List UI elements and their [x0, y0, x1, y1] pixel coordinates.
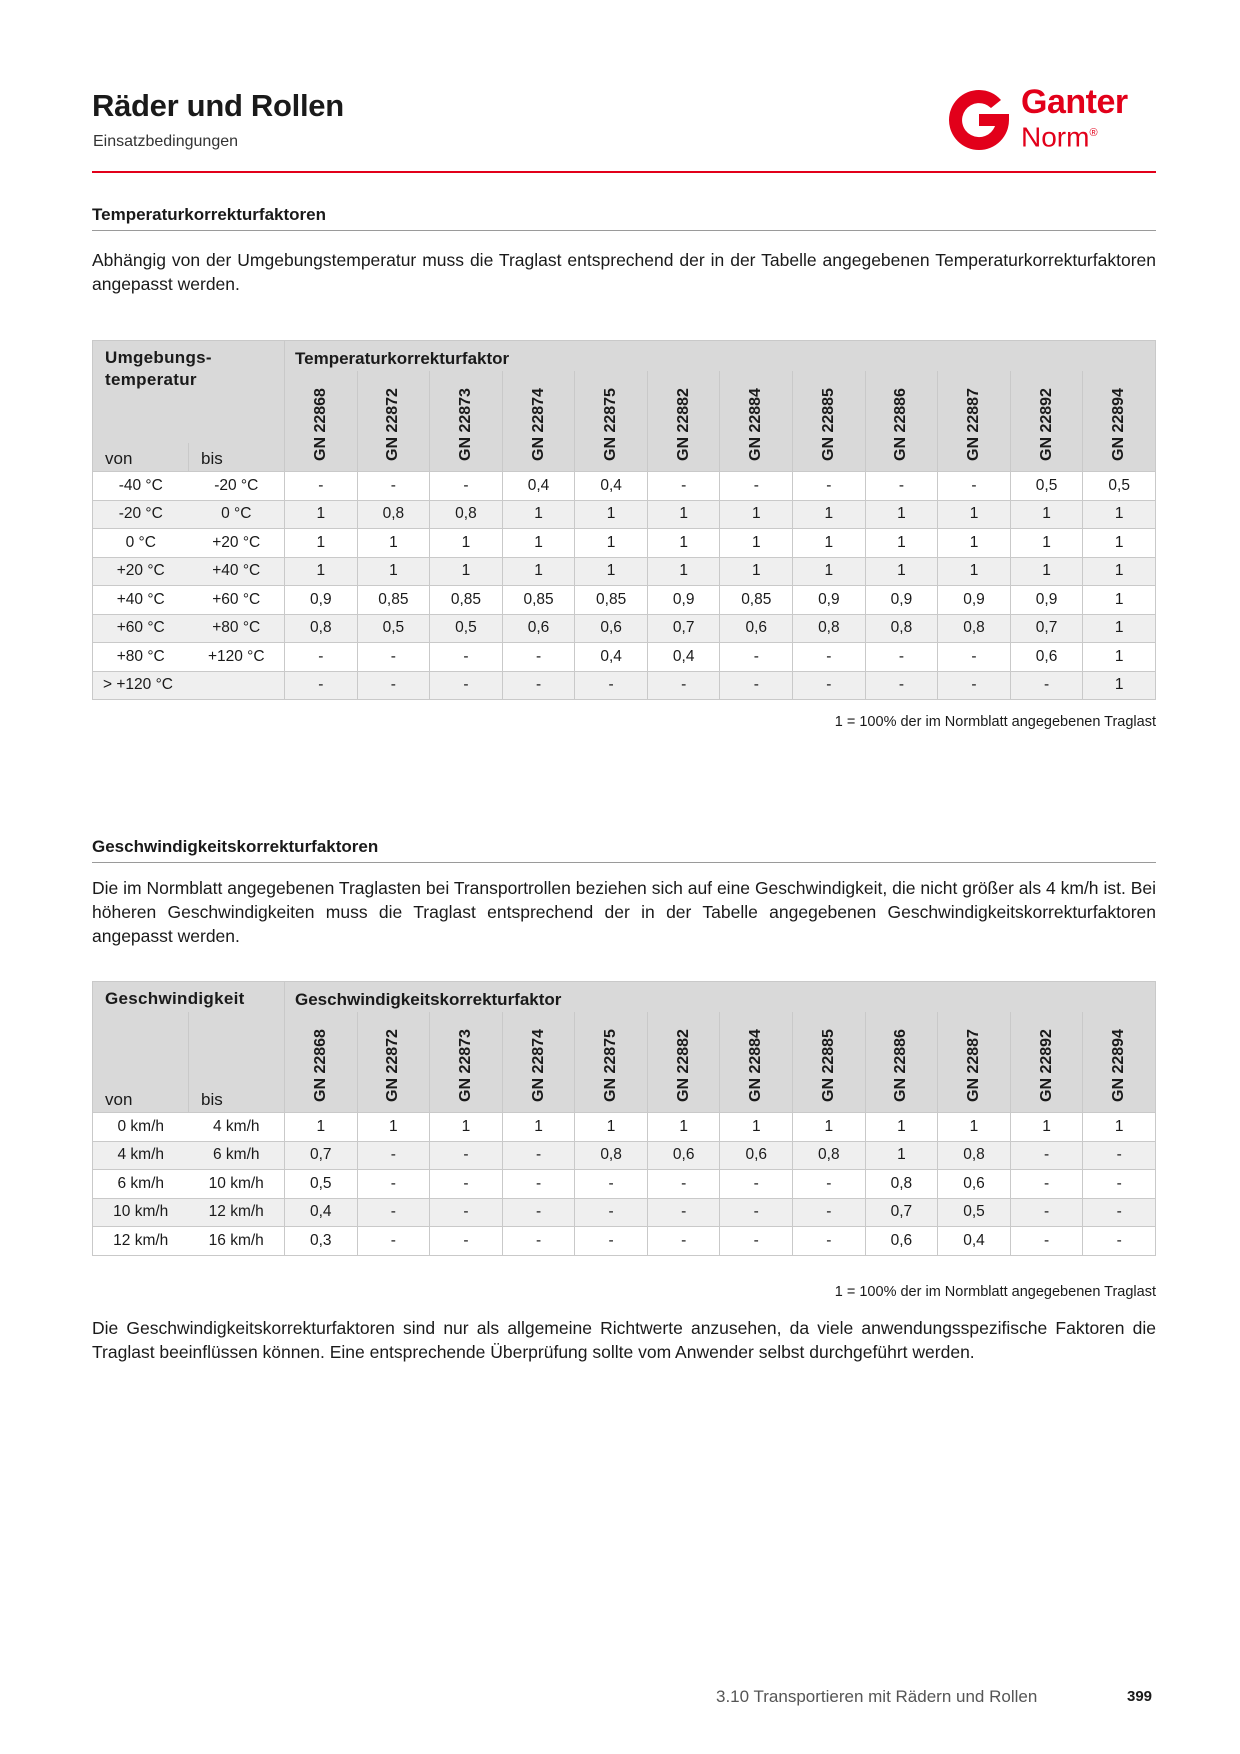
factor-cell: 1 — [575, 500, 648, 529]
factor-cell: - — [357, 1227, 430, 1256]
factor-cell: - — [357, 671, 430, 700]
factor-cell: - — [647, 671, 720, 700]
factor-cell: - — [1010, 671, 1083, 700]
footer-section: 3.10 Transportieren mit Rädern und Rollen — [716, 1687, 1038, 1706]
factor-cell: 0,3 — [285, 1227, 358, 1256]
column-header-label: GN 22872 — [384, 1029, 402, 1102]
table-row — [93, 1227, 1156, 1256]
column-header-label: GN 22872 — [384, 388, 402, 461]
factor-cell: - — [1010, 1227, 1083, 1256]
range-to: +40 °C — [189, 557, 285, 586]
factor-cell: - — [793, 1198, 866, 1227]
factor-cell: 0,85 — [720, 586, 793, 615]
factor-cell: 0,4 — [285, 1198, 358, 1227]
table-row — [93, 671, 1156, 700]
column-header — [793, 1012, 866, 1113]
speed-closing: Die Geschwindigkeitskorrekturfaktoren sind nur als allgemeine Richtwerte anzusehen, da viele anwendungsspezifische Faktoren die Traglast beeinflüssen können. Eine entsprechende Überprüfung sollte vom Anwender selbst durchgeführt werden. — [92, 1318, 1156, 1362]
factor-cell: 0,8 — [865, 1170, 938, 1199]
factor-cell: - — [430, 1141, 503, 1170]
table-row — [93, 643, 1156, 672]
factor-cell: 0,8 — [357, 500, 430, 529]
factor-cell: 1 — [285, 1113, 358, 1142]
table-row — [93, 1170, 1156, 1199]
factor-cell: - — [357, 643, 430, 672]
factor-cell: - — [502, 643, 575, 672]
column-header-label: GN 22874 — [529, 388, 547, 461]
temp-intro: Abhängig von der Umgebungstemperatur muss die Traglast entsprechend der in der Tabelle angegebenen Temperaturkorrekturfaktoren angepasst werden. — [92, 250, 1156, 294]
factor-cell: 0,7 — [1010, 614, 1083, 643]
logo-line1: Ganter — [1021, 83, 1128, 121]
group-label: Temperaturkorrekturfaktor — [285, 341, 1156, 372]
factor-cell: 1 — [865, 1113, 938, 1142]
column-header-label: GN 22875 — [602, 388, 620, 461]
factor-cell: - — [865, 472, 938, 501]
factor-cell: - — [647, 472, 720, 501]
factor-cell: 0,9 — [647, 586, 720, 615]
factor-cell: - — [502, 671, 575, 700]
factor-cell: 0,9 — [865, 586, 938, 615]
factor-cell: - — [430, 1170, 503, 1199]
range-to: 10 km/h — [189, 1170, 285, 1199]
factor-cell: 1 — [575, 529, 648, 558]
factor-cell: 0,6 — [575, 614, 648, 643]
page-title: Räder und Rollen — [92, 88, 344, 123]
factor-cell: 1 — [502, 500, 575, 529]
factor-cell: 1 — [285, 529, 358, 558]
factor-cell: 0,85 — [575, 586, 648, 615]
speed-intro: Die im Normblatt angegebenen Traglasten bei Transportrollen beziehen sich auf eine Geschwindigkeit, die nicht größer als 4 km/h ist. Bei höheren Geschwindigkeiten muss die Traglast entsprechend der in der Tabelle angegebenen Geschwindigkeitskorrekturfaktoren angepasst werden. — [92, 878, 1156, 946]
factor-cell: 0,85 — [502, 586, 575, 615]
factor-cell: - — [1010, 1198, 1083, 1227]
factor-cell: 1 — [720, 557, 793, 586]
column-header — [285, 371, 358, 472]
factor-cell: - — [430, 472, 503, 501]
factor-cell: - — [865, 671, 938, 700]
range-from: +40 °C — [93, 586, 189, 615]
to-label: bis — [189, 443, 285, 472]
factor-cell: 0,7 — [865, 1198, 938, 1227]
range-from: +60 °C — [93, 614, 189, 643]
factor-cell: 0,85 — [430, 586, 503, 615]
factor-cell: 0,9 — [938, 586, 1011, 615]
factor-cell: 0,4 — [647, 643, 720, 672]
factor-cell: 0,4 — [575, 472, 648, 501]
factor-cell: 1 — [865, 500, 938, 529]
factor-cell: 1 — [938, 557, 1011, 586]
factor-cell: 1 — [1010, 500, 1083, 529]
factor-cell: - — [430, 1198, 503, 1227]
factor-cell: - — [285, 472, 358, 501]
table-row — [93, 586, 1156, 615]
factor-cell: - — [1083, 1198, 1156, 1227]
factor-cell: - — [647, 1227, 720, 1256]
factor-cell: 0,6 — [502, 614, 575, 643]
factor-cell: 0,5 — [938, 1198, 1011, 1227]
factor-cell: 0,6 — [647, 1141, 720, 1170]
range-from: 0 °C — [93, 529, 189, 558]
factor-cell: 1 — [357, 557, 430, 586]
range-to: 16 km/h — [189, 1227, 285, 1256]
column-header-label: GN 22873 — [456, 388, 474, 461]
factor-cell: 1 — [430, 557, 503, 586]
speed-rows — [93, 1113, 1156, 1256]
factor-cell: - — [720, 1227, 793, 1256]
column-header — [1083, 1012, 1156, 1113]
factor-cell: - — [285, 643, 358, 672]
factor-cell: 1 — [357, 529, 430, 558]
column-header — [502, 371, 575, 472]
factor-cell: 1 — [720, 1113, 793, 1142]
factor-cell: - — [865, 643, 938, 672]
factor-cell: 1 — [502, 529, 575, 558]
factor-cell: - — [793, 472, 866, 501]
factor-cell: 1 — [285, 557, 358, 586]
table-row — [93, 614, 1156, 643]
page-number: 399 — [1127, 1688, 1153, 1705]
factor-cell: 0,8 — [430, 500, 503, 529]
column-header-label: GN 22884 — [747, 1029, 765, 1102]
factor-cell: 1 — [1083, 643, 1156, 672]
factor-cell: 1 — [720, 529, 793, 558]
factor-cell: 0,5 — [285, 1170, 358, 1199]
factor-cell: - — [357, 1198, 430, 1227]
column-header — [357, 1012, 430, 1113]
factor-cell: 1 — [285, 500, 358, 529]
temp-heading: Temperaturkorrekturfaktoren — [92, 205, 1156, 231]
factor-cell: 1 — [647, 557, 720, 586]
range-to: +80 °C — [189, 614, 285, 643]
column-header — [720, 1012, 793, 1113]
factor-cell: - — [285, 671, 358, 700]
speed-table — [92, 981, 1156, 1256]
factor-cell: 0,6 — [865, 1227, 938, 1256]
table-row — [93, 529, 1156, 558]
factor-cell: - — [1010, 1170, 1083, 1199]
factor-cell: 1 — [865, 1141, 938, 1170]
column-header — [865, 1012, 938, 1113]
factor-cell: 1 — [938, 500, 1011, 529]
factor-cell: 1 — [1083, 500, 1156, 529]
range-to: 0 °C — [189, 500, 285, 529]
factor-cell: 0,9 — [793, 586, 866, 615]
column-header-label: GN 22887 — [965, 388, 982, 461]
range-from: 12 km/h — [93, 1227, 189, 1256]
speed-heading: Geschwindigkeitskorrekturfaktoren — [92, 837, 1156, 863]
column-header-label: GN 22882 — [674, 1029, 692, 1102]
column-header-label: GN 22892 — [1037, 388, 1055, 461]
factor-cell: - — [720, 472, 793, 501]
factor-cell: - — [357, 1141, 430, 1170]
factor-cell: 0,5 — [357, 614, 430, 643]
factor-cell: - — [575, 1198, 648, 1227]
factor-cell: 1 — [647, 1113, 720, 1142]
factor-cell: - — [793, 1227, 866, 1256]
column-header-label: GN 22875 — [602, 1029, 620, 1102]
column-header-label: GN 22886 — [892, 388, 910, 461]
factor-cell: - — [575, 671, 648, 700]
factor-cell: - — [575, 1170, 648, 1199]
factor-cell: 0,6 — [938, 1170, 1011, 1199]
table-row — [93, 1113, 1156, 1142]
factor-cell: - — [502, 1198, 575, 1227]
factor-cell: 1 — [502, 557, 575, 586]
factor-cell: 1 — [502, 1113, 575, 1142]
table-row — [93, 557, 1156, 586]
temperature-table — [92, 340, 1156, 700]
factor-cell: - — [938, 671, 1011, 700]
range-from: +20 °C — [93, 557, 189, 586]
factor-cell: - — [430, 671, 503, 700]
factor-cell: 0,8 — [938, 1141, 1011, 1170]
factor-cell: - — [938, 643, 1011, 672]
factor-cell: 0,8 — [793, 1141, 866, 1170]
column-header-label: GN 22894 — [1110, 1029, 1128, 1102]
column-header-label: GN 22882 — [674, 388, 692, 461]
range-from: -20 °C — [93, 500, 189, 529]
column-header — [430, 371, 503, 472]
factor-cell: 0,6 — [1010, 643, 1083, 672]
ganter-g-icon — [945, 86, 1013, 154]
column-header-label: GN 22874 — [529, 1029, 547, 1102]
factor-cell: 0,8 — [793, 614, 866, 643]
table-row — [93, 1141, 1156, 1170]
factor-cell: 1 — [1083, 586, 1156, 615]
column-header-label: GN 22884 — [747, 388, 765, 461]
speed-note: 1 = 100% der im Normblatt angegebenen Traglast — [834, 1284, 1156, 1300]
column-header — [1083, 371, 1156, 472]
temp-note: 1 = 100% der im Normblatt angegebenen Traglast — [834, 714, 1156, 730]
table-row — [93, 472, 1156, 501]
column-header — [938, 1012, 1011, 1113]
factor-cell: 0,4 — [502, 472, 575, 501]
column-header — [357, 371, 430, 472]
factor-cell: - — [793, 671, 866, 700]
factor-cell: - — [502, 1170, 575, 1199]
factor-cell: - — [647, 1198, 720, 1227]
factor-cell: 1 — [1010, 1113, 1083, 1142]
factor-cell: - — [575, 1227, 648, 1256]
factor-cell: 0,5 — [430, 614, 503, 643]
factor-cell: - — [1083, 1141, 1156, 1170]
column-header — [285, 1012, 358, 1113]
factor-cell: 1 — [1083, 1113, 1156, 1142]
header-rule — [92, 171, 1156, 173]
factor-cell: - — [793, 643, 866, 672]
column-header-label: GN 22894 — [1110, 388, 1128, 461]
group-label: Geschwindigkeitskorrekturfaktor — [285, 982, 1156, 1013]
column-header — [1010, 371, 1083, 472]
range-from: 10 km/h — [93, 1198, 189, 1227]
column-header — [793, 371, 866, 472]
factor-cell: 1 — [1010, 557, 1083, 586]
range-from: -40 °C — [93, 472, 189, 501]
factor-cell: - — [502, 1227, 575, 1256]
factor-cell: - — [430, 643, 503, 672]
factor-cell: 0,6 — [720, 614, 793, 643]
column-header — [938, 371, 1011, 472]
range-to: +20 °C — [189, 529, 285, 558]
factor-cell: - — [1010, 1141, 1083, 1170]
factor-cell: 1 — [793, 500, 866, 529]
factor-cell: 0,6 — [720, 1141, 793, 1170]
factor-cell: - — [938, 472, 1011, 501]
column-header — [647, 1012, 720, 1113]
factor-cell: 1 — [1083, 671, 1156, 700]
column-header — [647, 371, 720, 472]
factor-cell: 1 — [357, 1113, 430, 1142]
factor-cell: 1 — [430, 1113, 503, 1142]
column-header-label: GN 22868 — [311, 388, 329, 461]
range-from: 4 km/h — [93, 1141, 189, 1170]
ganter-norm-logo — [945, 83, 1155, 154]
factor-cell: - — [720, 671, 793, 700]
factor-cell: 0,4 — [938, 1227, 1011, 1256]
factor-cell: 0,7 — [647, 614, 720, 643]
range-to: +120 °C — [189, 643, 285, 672]
factor-cell: 0,85 — [357, 586, 430, 615]
factor-cell: - — [647, 1170, 720, 1199]
factor-cell: - — [1083, 1227, 1156, 1256]
column-header-label: GN 22885 — [819, 1029, 837, 1102]
factor-cell: - — [720, 643, 793, 672]
column-header — [865, 371, 938, 472]
column-header-label: GN 22885 — [819, 388, 837, 461]
column-header-label: GN 22886 — [892, 1029, 910, 1102]
from-label: von — [93, 1012, 189, 1113]
column-header — [575, 1012, 648, 1113]
factor-cell: 0,4 — [575, 643, 648, 672]
column-header — [502, 1012, 575, 1113]
factor-cell: 0,8 — [865, 614, 938, 643]
factor-cell: 1 — [575, 1113, 648, 1142]
factor-cell: 1 — [647, 529, 720, 558]
factor-cell: 1 — [1083, 557, 1156, 586]
range-label: > +120 °C — [93, 671, 285, 700]
column-header — [1010, 1012, 1083, 1113]
factor-cell: 1 — [647, 500, 720, 529]
to-label: bis — [189, 1012, 285, 1113]
factor-cell: 1 — [793, 557, 866, 586]
factor-cell: 1 — [865, 557, 938, 586]
factor-cell: - — [720, 1198, 793, 1227]
column-header-label: GN 22887 — [964, 1029, 982, 1102]
column-header — [720, 371, 793, 472]
range-from: 0 km/h — [93, 1113, 189, 1142]
table-row — [93, 1198, 1156, 1227]
column-header — [575, 371, 648, 472]
factor-cell: 0,8 — [575, 1141, 648, 1170]
temperature-rows — [93, 472, 1156, 700]
factor-cell: 1 — [1010, 529, 1083, 558]
corner-label: Umgebungs- temperatur — [93, 341, 285, 444]
factor-cell: - — [720, 1170, 793, 1199]
range-to: -20 °C — [189, 472, 285, 501]
factor-cell: 1 — [938, 1113, 1011, 1142]
factor-cell: 0,7 — [285, 1141, 358, 1170]
table-row — [93, 500, 1156, 529]
factor-cell: 1 — [1083, 529, 1156, 558]
range-to: +60 °C — [189, 586, 285, 615]
factor-cell: 0,8 — [285, 614, 358, 643]
factor-cell: 1 — [575, 557, 648, 586]
factor-cell: 0,9 — [285, 586, 358, 615]
page-subtitle: Einsatzbedingungen — [93, 133, 239, 150]
factor-cell: 1 — [793, 1113, 866, 1142]
factor-cell: 0,9 — [1010, 586, 1083, 615]
factor-cell: 1 — [720, 500, 793, 529]
range-to: 12 km/h — [189, 1198, 285, 1227]
factor-cell: - — [430, 1227, 503, 1256]
factor-cell: - — [357, 472, 430, 501]
range-from: 6 km/h — [93, 1170, 189, 1199]
factor-cell: - — [1083, 1170, 1156, 1199]
factor-cell: 1 — [430, 529, 503, 558]
factor-cell: 0,5 — [1010, 472, 1083, 501]
column-header — [430, 1012, 503, 1113]
factor-cell: - — [357, 1170, 430, 1199]
factor-cell: 1 — [865, 529, 938, 558]
factor-cell: 0,5 — [1083, 472, 1156, 501]
factor-cell: - — [793, 1170, 866, 1199]
from-label: von — [93, 443, 189, 472]
corner-label: Geschwindigkeit — [93, 982, 285, 1013]
factor-cell: 1 — [1083, 614, 1156, 643]
factor-cell: 1 — [793, 529, 866, 558]
column-header-label: GN 22868 — [311, 1029, 329, 1102]
logo-line2: Norm® — [1021, 121, 1098, 153]
column-header-label: GN 22892 — [1037, 1029, 1055, 1102]
range-from: +80 °C — [93, 643, 189, 672]
factor-cell: 1 — [938, 529, 1011, 558]
factor-cell: - — [502, 1141, 575, 1170]
column-header-label: GN 22873 — [456, 1029, 474, 1102]
range-to: 4 km/h — [189, 1113, 285, 1142]
factor-cell: 0,8 — [938, 614, 1011, 643]
range-to: 6 km/h — [189, 1141, 285, 1170]
